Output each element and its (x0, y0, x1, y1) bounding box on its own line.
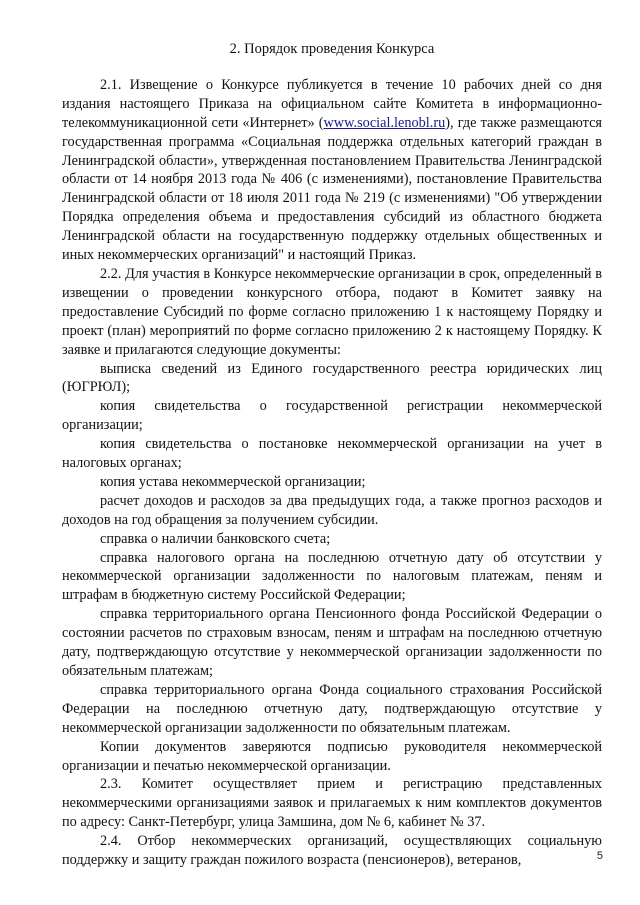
document-list-item: расчет доходов и расходов за два предыдущих года, а также прогноз расходов и доходов на год обращения за получением субсидии. (62, 492, 602, 528)
document-list-item: выписка сведений из Единого государственного реестра юридических лиц (ЮГРЮЛ); (62, 360, 602, 396)
document-list-item: копия устава некоммерческой организации; (100, 473, 366, 490)
paragraph-2-2: 2.2. Для участия в Конкурсе некоммерческие организации в срок, определенный в извещении о проведении конкурсного отбора, подают в Комитет заявку на предоставление Субсидий по форме согласно приложению 1 к настоящему Порядку и проект (план) мероприятий по форме согласно приложению 2 к настоящему Порядку. К заявке и прилагаются следующие документы: (62, 265, 602, 358)
document-list-item: справка о наличии банковского счета; (100, 530, 331, 547)
document-list-item: справка территориального органа Фонда социального страхования Российской Федерации на последнюю отчетную дату, подтверждающую отсутствие у некоммерческой организации задолженности по обязательным платежам. (62, 681, 602, 736)
document-page (62, 40, 602, 870)
page-number: 5 (596, 850, 603, 862)
paragraph-2-1 (62, 76, 602, 265)
document-list-item: справка налогового органа на последнюю отчетную дату об отсутствии у некоммерческой организации задолженности по налоговым платежам, пеням и штрафам в бюджетную систему Российской Федерации; (62, 549, 602, 604)
paragraph-2-1-text-end: ), где также размещаются государственная программа «Социальная поддержка отдельных категорий граждан в Ленинградской области», утвержденная постановлением Правительства Ленинградской области от 14 ноября 2013 года № 406 (с изменениями), постановление Правительства Ленинградской области от 18 июля 2011 года № 219 (с изменениями) "Об утверждении Порядка определения объема и предоставления субсидий из областного бюджета Ленинградской области на государственную поддержку отдельных общественных и иных некоммерческих организаций" и настоящий Приказ. (62, 114, 602, 264)
document-list-item: справка территориального органа Пенсионного фонда Российской Федерации о состоянии расчетов по страховым взносам, пеням и штрафам на последнюю отчетную дату, подтверждающую отсутствие у некоммерческой организации задолженности по обязательным платежам; (62, 606, 602, 679)
paragraph-2-1-text-start: 2.1. Извещение о Конкурсе публикуется в течение 10 рабочих дней со дня издания настоящего Приказа на официальном сайте Комитета в информационно-телекоммуникационной сети «Интернет» ( (62, 76, 602, 131)
website-link[interactable]: www.social.lenobl.ru (323, 114, 446, 131)
paragraph-2-4: 2.4. Отбор некоммерческих организаций, осуществляющих социальную поддержку и защиту граждан пожилого возраста (пенсионеров), ветеранов, (62, 833, 602, 869)
document-list-item: копия свидетельства о постановке некоммерческой организации на учет в налоговых органах; (62, 436, 602, 472)
section-heading: 2. Порядок проведения Конкурса (229, 41, 435, 57)
paragraph-2-3: 2.3. Комитет осуществляет прием и регистрацию представленных некоммерческими организациями заявок и прилагаемых к ним комплектов документов по адресу: Санкт-Петербург, улица Замшина, дом № 6, кабинет № 37. (62, 776, 602, 831)
paragraph-copies: Копии документов заверяются подписью руководителя некоммерческой организации и печатью некоммерческой организации. (62, 738, 602, 774)
document-list-item: копия свидетельства о государственной регистрации некоммерческой организации; (62, 398, 602, 434)
